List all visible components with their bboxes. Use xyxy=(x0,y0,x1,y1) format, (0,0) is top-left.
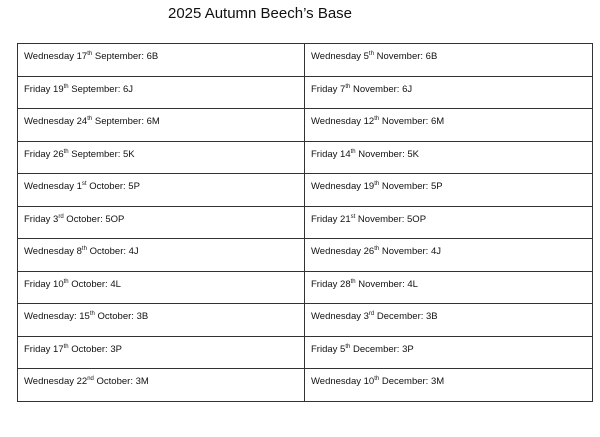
table-row xyxy=(18,336,593,369)
cell-day-text: Wednesday 26 xyxy=(311,246,375,257)
cell-month-class-text: November: 4J xyxy=(379,246,441,257)
cell-month-class-text: October: 5OP xyxy=(63,213,125,225)
cell-day-text: Wednesday 17 xyxy=(24,51,88,62)
cell-month-class-text: November: 4L xyxy=(355,278,418,290)
schedule-cell-left xyxy=(18,44,305,77)
cell-day-text: Friday 17 xyxy=(24,343,64,355)
page-title: 2025 Autumn Beech’s Base xyxy=(167,5,353,22)
cell-ordinal-suffix: th xyxy=(63,278,69,285)
cell-day-text: Friday 5 xyxy=(311,343,346,355)
schedule-cell-right xyxy=(305,304,593,337)
cell-month-class-text: October: 5P xyxy=(86,181,140,192)
table-row xyxy=(18,271,593,304)
cell-month-class-text: October: 4L xyxy=(68,278,121,290)
cell-ordinal-suffix: nd xyxy=(87,375,94,382)
table-row xyxy=(18,369,593,402)
schedule-cell-left xyxy=(18,369,305,402)
cell-day-text: Friday 26 xyxy=(24,148,64,160)
cell-month-class-text: November: 6J xyxy=(350,83,413,95)
schedule-cell-right xyxy=(305,239,593,272)
cell-month-class-text: September: 6J xyxy=(68,83,134,95)
cell-month-class-text: October: 3P xyxy=(68,343,122,355)
schedule-cell-right xyxy=(305,109,593,142)
schedule-cell-left xyxy=(18,304,305,337)
cell-ordinal-suffix: th xyxy=(345,343,351,350)
cell-day-text: Wednesday 12 xyxy=(311,116,375,127)
cell-day-text: Wednesday 1 xyxy=(24,181,82,192)
cell-month-class-text: September: 5K xyxy=(68,148,135,160)
schedule-cell-right xyxy=(305,336,593,369)
schedule-cell-right xyxy=(305,174,593,207)
cell-ordinal-suffix: rd xyxy=(368,310,375,317)
cell-month-class-text: October: 3B xyxy=(94,311,149,322)
cell-ordinal-suffix: th xyxy=(350,148,356,155)
cell-day-text: Wednesday 3 xyxy=(311,311,369,322)
cell-month-class-text: November: 5OP xyxy=(355,213,427,225)
cell-day-text: Wednesday 10 xyxy=(311,376,375,387)
cell-ordinal-suffix: st xyxy=(350,213,356,220)
cell-month-class-text: December: 3M xyxy=(379,376,445,387)
cell-day-text: Friday 3 xyxy=(24,213,59,225)
schedule-cell-left xyxy=(18,141,305,174)
cell-ordinal-suffix: th xyxy=(374,180,380,187)
cell-month-class-text: December: 3P xyxy=(350,343,414,355)
schedule-cell-left xyxy=(18,239,305,272)
cell-month-class-text: October: 4J xyxy=(86,246,139,257)
cell-day-text: Wednesday 24 xyxy=(24,116,88,127)
cell-month-class-text: November: 5K xyxy=(355,148,419,160)
schedule-cell-left xyxy=(18,76,305,109)
cell-day-text: Wednesday 19 xyxy=(311,181,375,192)
cell-day-text: Friday 28 xyxy=(311,278,351,290)
cell-ordinal-suffix: th xyxy=(350,278,356,285)
table-row xyxy=(18,76,593,109)
table-row xyxy=(18,44,593,77)
cell-ordinal-suffix: th xyxy=(374,375,380,382)
schedule-cell-right xyxy=(305,141,593,174)
cell-day-text: Friday 21 xyxy=(311,213,351,225)
schedule-cell-right xyxy=(305,44,593,77)
schedule-cell-right xyxy=(305,76,593,109)
cell-ordinal-suffix: th xyxy=(368,50,374,57)
schedule-cell-right xyxy=(305,206,593,239)
cell-day-text: Friday 7 xyxy=(311,83,346,95)
cell-day-text: Wednesday 22 xyxy=(24,376,88,387)
schedule-cell-left xyxy=(18,206,305,239)
cell-ordinal-suffix: th xyxy=(87,115,93,122)
cell-month-class-text: November: 6B xyxy=(373,51,438,62)
cell-month-class-text: December: 3B xyxy=(374,311,438,322)
schedule-cell-left xyxy=(18,109,305,142)
cell-day-text: Wednesday 5 xyxy=(311,51,369,62)
table-row xyxy=(18,174,593,207)
cell-ordinal-suffix: rd xyxy=(58,213,64,220)
cell-ordinal-suffix: th xyxy=(374,115,380,122)
table-row xyxy=(18,206,593,239)
table-row xyxy=(18,109,593,142)
table-row xyxy=(18,239,593,272)
cell-day-text: Friday 14 xyxy=(311,148,351,160)
cell-ordinal-suffix: th xyxy=(63,83,69,90)
cell-month-class-text: November: 5P xyxy=(379,181,443,192)
cell-ordinal-suffix: th xyxy=(63,343,69,350)
table-row xyxy=(18,141,593,174)
schedule-cell-left xyxy=(18,271,305,304)
table-row xyxy=(18,304,593,337)
cell-ordinal-suffix: th xyxy=(89,310,95,317)
cell-month-class-text: September: 6B xyxy=(92,51,159,62)
schedule-cell-right xyxy=(305,271,593,304)
schedule-cell-left xyxy=(18,336,305,369)
cell-ordinal-suffix: th xyxy=(345,83,351,90)
cell-ordinal-suffix: th xyxy=(81,245,87,252)
cell-month-class-text: October: 3M xyxy=(93,376,149,387)
cell-ordinal-suffix: st xyxy=(81,180,87,187)
cell-month-class-text: September: 6M xyxy=(92,116,160,127)
cell-day-text: Wednesday 8 xyxy=(24,246,82,257)
cell-ordinal-suffix: th xyxy=(63,148,69,155)
schedule-cell-left xyxy=(18,174,305,207)
cell-ordinal-suffix: th xyxy=(87,50,93,57)
cell-day-text: Friday 19 xyxy=(24,83,64,95)
cell-day-text: Wednesday: 15 xyxy=(24,311,90,322)
schedule-body xyxy=(18,44,593,402)
cell-month-class-text: November: 6M xyxy=(379,116,445,127)
schedule-table xyxy=(17,43,593,402)
cell-ordinal-suffix: th xyxy=(374,245,380,252)
cell-day-text: Friday 10 xyxy=(24,278,64,290)
schedule-cell-right xyxy=(305,369,593,402)
